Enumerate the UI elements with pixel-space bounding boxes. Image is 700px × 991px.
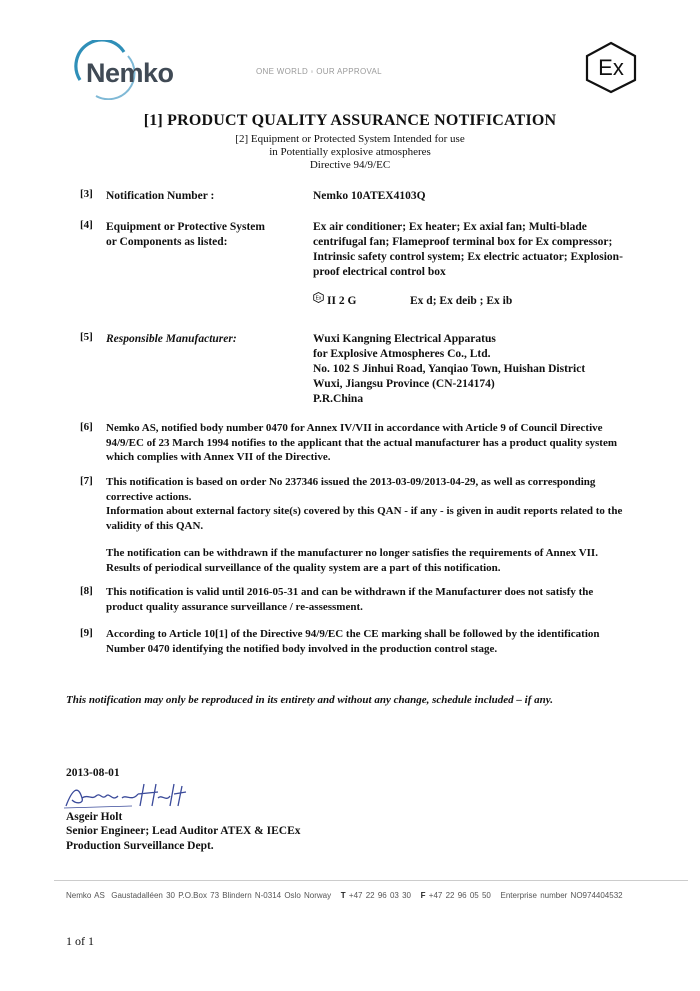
signature-date: 2013-08-01 <box>66 767 120 779</box>
protection-types: Ex d; Ex deib ; Ex ib <box>410 295 513 307</box>
footer-divider <box>54 880 688 881</box>
footer-fax: +47 22 96 05 50 <box>428 891 491 900</box>
ex-mark-text: Ex <box>598 55 624 80</box>
manufacturer-line: for Explosive Atmospheres Co., Ltd. <box>313 348 491 360</box>
footer-enterprise: Enterprise number NO974404532 <box>500 891 623 900</box>
logo-text: Nemko <box>86 58 174 88</box>
page-title: [1] PRODUCT QUALITY ASSURANCE NOTIFICATION <box>143 112 557 129</box>
paragraph-6 <box>106 421 666 465</box>
footer-address: Gaustadalléen 30 P.O.Box 73 Blindern N-0314 Oslo Norway <box>111 891 332 900</box>
section-number: [7] <box>80 475 93 487</box>
equipment-label-line: Equipment or Protective System <box>106 221 265 233</box>
subtitle-line: [2] Equipment or Protected System Intended for use <box>235 133 465 145</box>
signatory-name: Asgeir Holt <box>66 811 123 823</box>
subtitle-line: in Potentially explosive atmospheres <box>269 146 431 158</box>
equipment-label <box>106 220 265 250</box>
subtitle-line: Directive 94/9/EC <box>309 159 391 171</box>
paragraph-line: According to Article 10[1] of the Directive 94/9/EC the CE marking shall be followed by the identification <box>106 628 600 640</box>
manufacturer-address <box>313 332 673 407</box>
section-number: [4] <box>80 219 93 231</box>
section-number: [5] <box>80 331 93 343</box>
signatory-title: Senior Engineer; Lead Auditor ATEX & IECEx <box>66 825 301 837</box>
ex-small-icon <box>313 292 324 303</box>
paragraph-line: The notification can be withdrawn if the manufacturer no longer satisfies the requirements of Annex VII. <box>106 547 598 559</box>
equipment-line: Intrinsic safety control system; Ex electric actuator; Explosion- <box>313 251 623 263</box>
notification-number-value: Nemko 10ATEX4103Q <box>313 190 426 202</box>
paragraph-line: This notification is valid until 2016-05-31 and can be withdrawn if the Manufacturer does not satisfy the <box>106 586 594 598</box>
ex-hexagon-icon <box>584 40 638 94</box>
footer-phone-label: T <box>340 891 346 900</box>
manufacturer-label: Responsible Manufacturer: <box>106 333 237 345</box>
manufacturer-line: Wuxi Kangning Electrical Apparatus <box>313 333 496 345</box>
section-number: [9] <box>80 627 93 639</box>
page-number: 1 of 1 <box>66 934 94 948</box>
section-number: [8] <box>80 585 93 597</box>
section-number: [3] <box>80 188 93 200</box>
equipment-line: centrifugal fan; Flameproof terminal box for Ex compressor; <box>313 236 613 248</box>
svg-text:Ex: Ex <box>315 295 322 302</box>
paragraph-spacer <box>106 533 666 546</box>
paragraph-line: 94/9/EC of 23 March 1994 notifies to the applicant that the actual manufacturer has a product quality system <box>106 436 617 449</box>
manufacturer-line: P.R.China <box>313 393 364 405</box>
signatory-department: Production Surveillance Dept. <box>66 840 214 852</box>
paragraph-8 <box>106 585 666 614</box>
paragraph-9 <box>106 627 666 656</box>
footer-fax-label: F <box>420 891 426 900</box>
paragraph-line: Results of periodical surveillance of the quality system are a part of this notification. <box>106 561 501 574</box>
tagline: ONE WORLD ◦ OUR APPROVAL <box>256 67 382 76</box>
handwritten-signature <box>62 780 192 810</box>
reproduction-notice: This notification may only be reproduced in its entirety and without any change, schedule included – if any. <box>66 694 553 706</box>
footer-company: Nemko AS <box>66 891 105 900</box>
paragraph-line: Information about external factory site(s) covered by this QAN - if any - is given in audit reports related to the <box>106 505 623 517</box>
manufacturer-line: No. 102 S Jinhui Road, Yanqiao Town, Huishan District <box>313 363 586 375</box>
footer-phone: +47 22 96 03 30 <box>348 891 411 900</box>
paragraph-line: This notification is based on order No 237346 issued the 2013-03-09/2013-04-29, as well as corresponding <box>106 476 596 488</box>
equipment-line: Ex air conditioner; Ex heater; Ex axial fan; Multi-blade <box>313 221 587 233</box>
section-number: [6] <box>80 421 93 433</box>
manufacturer-line: Wuxi, Jiangsu Province (CN-214174) <box>313 378 495 390</box>
paragraph-line: Nemko AS, notified body number 0470 for Annex IV/VII in accordance with Article 9 of Council Directive <box>106 422 603 434</box>
paragraph-line: which complies with Annex VII of the Directive. <box>106 451 331 463</box>
paragraph-line: corrective actions. <box>106 490 192 503</box>
paragraph-line: validity of this QAN. <box>106 519 204 532</box>
equipment-group: II 2 G <box>327 295 357 307</box>
paragraph-line: product quality assurance surveillance / re-assessment. <box>106 600 363 613</box>
footer <box>66 891 623 900</box>
equipment-list <box>313 220 673 280</box>
paragraph-7 <box>106 475 666 575</box>
equipment-label-line: or Components as listed: <box>106 236 228 248</box>
equipment-line: proof electrical control box <box>313 266 446 278</box>
paragraph-line: Number 0470 identifying the notified body involved in the production control stage. <box>106 642 498 655</box>
notification-number-label: Notification Number : <box>106 190 215 202</box>
